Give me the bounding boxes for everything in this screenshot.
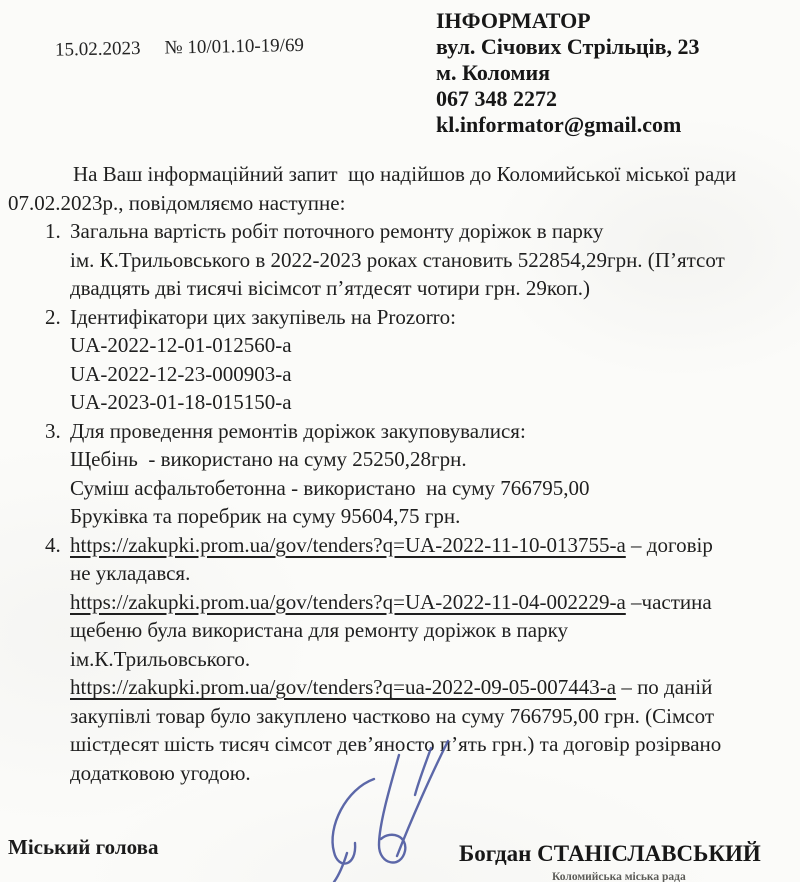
list-item-3-line: Бруківка та поребрик на суму 95604,75 грн. xyxy=(70,504,461,528)
list-item-1-line: ім. К.Трильовського в 2022-2023 роках становить 522854,29грн. (П’ятсот xyxy=(70,247,725,272)
list-item-2-line: Ідентифікатори цих закупівель на Prozorro: xyxy=(70,304,457,329)
list-item-4-line: закупівлі товар було закуплено частково на суму 766795,00 грн. (Сімсот xyxy=(70,703,714,728)
list-item-1-number: 1. xyxy=(45,219,61,243)
recipient-name: ІНФОРМАТОР xyxy=(436,8,591,33)
list-item-3-line: Щебінь - використано на суму 25250,28грн. xyxy=(70,447,467,471)
signer-position: Міський голова xyxy=(8,835,159,859)
signature-ink xyxy=(300,733,470,882)
list-item-4-line xyxy=(70,531,798,560)
list-item-1-line: двадцять дві тисячі вісімсот п’ятдесят чотири грн. 29коп.) xyxy=(70,276,591,300)
list-item-3 xyxy=(8,417,798,531)
recipient-block xyxy=(436,8,700,138)
tender-link-2-suffix: –частина xyxy=(625,589,712,614)
list-item-2 xyxy=(8,303,798,417)
list-item-1 xyxy=(8,217,798,303)
intro-line-2: 07.02.2023р., повідомляємо наступне: xyxy=(8,190,346,215)
list-item-3-number: 3. xyxy=(45,418,61,443)
tender-link-3[interactable]: https://zakupki.prom.ua/gov/tenders?q=ua-2022-09-05-007443-a xyxy=(70,675,617,699)
procurement-id-3: UA-2023-01-18-015150-a xyxy=(70,390,292,414)
procurement-id-1: UA-2022-12-01-012560-a xyxy=(70,333,292,357)
tender-link-2[interactable]: https://zakupki.prom.ua/gov/tenders?q=UA-2022-11-04-002229-a xyxy=(70,589,626,614)
procurement-id-2: UA-2022-12-23-000903-a xyxy=(70,361,292,386)
list-item-4-number: 4. xyxy=(45,532,61,557)
tender-link-1-suffix: – договір xyxy=(625,532,713,557)
document-date-ref xyxy=(35,13,304,84)
document-date: 15.02.2023 xyxy=(54,37,141,61)
letter-body xyxy=(8,160,798,787)
recipient-email: kl.informator@gmail.com xyxy=(436,112,682,137)
tender-link-3-suffix: – по даній xyxy=(616,675,713,699)
list-item-4-line xyxy=(70,588,798,617)
list-item-4-line: додатковою угодою. xyxy=(70,760,251,785)
tender-link-1[interactable]: https://zakupki.prom.ua/gov/tenders?q=UA-2022-11-10-013755-a xyxy=(70,532,626,557)
intro-line-1: На Ваш інформаційний запит що надійшов до Коломийської міської ради xyxy=(73,162,737,186)
list-item-1-line: Загальна вартість робіт поточного ремонту доріжок в парку xyxy=(70,219,604,243)
document-ref-number: № 10/01.10-19/69 xyxy=(164,34,305,59)
list-item-4-line: щебеню була використана для ремонту доріжок в парку xyxy=(70,618,568,642)
list-item-4-line xyxy=(70,673,798,702)
list-item-4-line: шістдесят шість тисяч сімсот дев’яносто п’ять грн.) та договір розірвано xyxy=(70,732,722,756)
list-item-3-line: Суміш асфальтобетонна - використано на суму 766795,00 xyxy=(70,475,590,500)
list-item-4-line: не укладався. xyxy=(70,561,191,585)
list-item-4-line: ім.К.Трильовського. xyxy=(70,646,251,671)
list-item-3-line: Для проведення ремонтів доріжок закуповувалися: xyxy=(70,418,526,443)
signer-name: Богдан СТАНІСЛАВСЬКИЙ xyxy=(459,841,761,866)
recipient-address-street: вул. Січових Стрільців, 23 xyxy=(436,34,700,59)
list-item-2-number: 2. xyxy=(45,304,61,329)
signer-organization: Коломийська міська рада xyxy=(552,871,686,882)
recipient-phone: 067 348 2272 xyxy=(436,86,557,111)
recipient-address-city: м. Коломия xyxy=(436,60,551,85)
